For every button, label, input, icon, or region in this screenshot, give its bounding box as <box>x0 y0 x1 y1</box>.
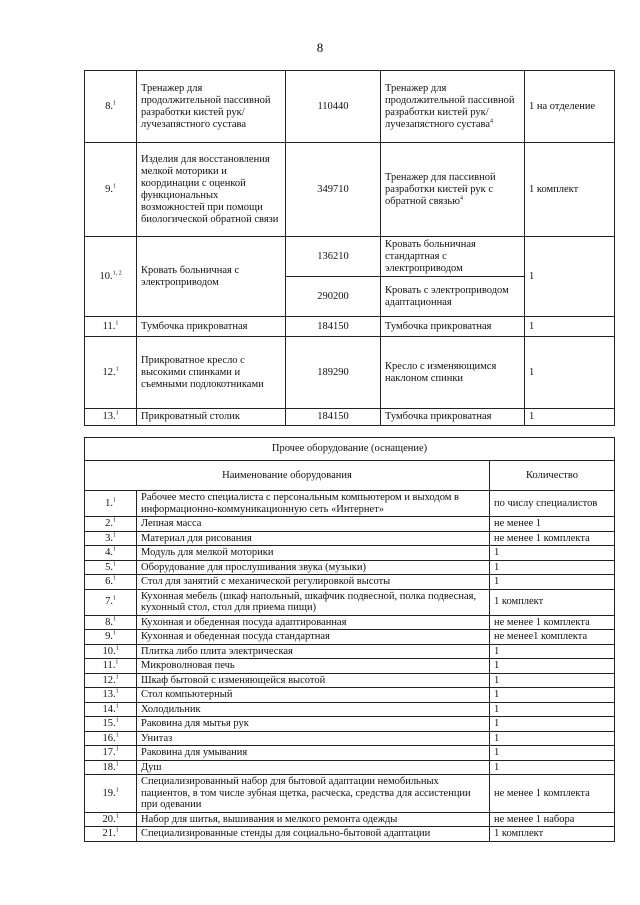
equipment-name: Стол для занятий с механической регулировкой высоты <box>137 575 490 590</box>
equipment-name: Оборудование для прослушивания звука (музыки) <box>137 560 490 575</box>
equipment-name: Кресло с изменяющимся наклоном спинки <box>381 337 525 409</box>
table-row <box>85 560 615 575</box>
equipment-name: Тумбочка прикроватная <box>381 409 525 426</box>
item-code: 136210 <box>286 237 381 277</box>
equipment-quantity: 1 <box>490 746 615 761</box>
equipment-name: Рабочее место специалиста с персональным компьютером и выходом в информационно-коммуникационную сеть «Интернет» <box>137 491 490 517</box>
equipment-quantity: 1 <box>490 717 615 732</box>
equipment-quantity: не менее 1 набора <box>490 812 615 827</box>
table-row <box>85 760 615 775</box>
row-number: 1.$^1$ <box>85 491 137 517</box>
table-title-row <box>85 438 615 461</box>
column-header-name: Наименование оборудования <box>85 460 490 491</box>
table-header-row <box>85 460 615 491</box>
row-number: 12.$^1$ <box>85 337 137 409</box>
equipment-name: Душ <box>137 760 490 775</box>
row-number: 18.$^1$ <box>85 760 137 775</box>
row-number: 4.$^1$ <box>85 546 137 561</box>
row-number: 5.$^1$ <box>85 560 137 575</box>
equipment-quantity: 1 <box>490 673 615 688</box>
table-row <box>85 827 615 842</box>
standard-item-name: Кровать больничная с электроприводом <box>137 237 286 317</box>
item-code: 110440 <box>286 71 381 143</box>
standard-item-name: Тренажер для продолжительной пассивной разработки кистей рук/лучезапястного сустава <box>137 71 286 143</box>
equipment-quantity: 1 <box>490 659 615 674</box>
table-row <box>85 775 615 813</box>
row-number: 12.$^1$ <box>85 673 137 688</box>
equipment-name: Набор для шитья, вышивания и мелкого ремонта одежды <box>137 812 490 827</box>
row-number: 8.$^1$ <box>85 615 137 630</box>
row-number: 2.$^1$ <box>85 517 137 532</box>
page-number: 8 <box>316 40 324 55</box>
table-row <box>85 702 615 717</box>
equipment-quantity: по числу специалистов <box>490 491 615 517</box>
equipment-name: Кровать больничная стандартная с электроприводом <box>381 237 525 277</box>
equipment-quantity: 1 <box>490 546 615 561</box>
row-number: 3.$^1$ <box>85 531 137 546</box>
item-code: 184150 <box>286 317 381 337</box>
equipment-quantity: 1 комплект <box>490 589 615 615</box>
equipment-table <box>84 70 615 426</box>
standard-item-name: Изделия для восстановления мелкой моторики и координации с оценкой функциональных возможностей при помощи биологической обратной связи <box>137 143 286 237</box>
equipment-name: Микроволновая печь <box>137 659 490 674</box>
row-number: 7.$^1$ <box>85 589 137 615</box>
table-row <box>85 659 615 674</box>
table-row <box>85 812 615 827</box>
row-number: 21.$^1$ <box>85 827 137 842</box>
table-row <box>85 531 615 546</box>
row-number: 13.$^1$ <box>85 688 137 703</box>
table-row <box>85 143 615 237</box>
row-number: 16.$^1$ <box>85 731 137 746</box>
equipment-quantity: не менее 1 комплекта <box>490 775 615 813</box>
item-code: 290200 <box>286 277 381 317</box>
row-number: 9.$^1$ <box>85 143 137 237</box>
item-code: 349710 <box>286 143 381 237</box>
standard-item-name: Тумбочка прикроватная <box>137 317 286 337</box>
equipment-name: Кухонная мебель (шкаф напольный, шкафчик подвесной, полка подвесная, кухонный стол, стол для приема пищи) <box>137 589 490 615</box>
row-number: 15.$^1$ <box>85 717 137 732</box>
row-number: 10.$^1$ <box>85 644 137 659</box>
row-number: 19.$^1$ <box>85 775 137 813</box>
row-number: 17.$^1$ <box>85 746 137 761</box>
equipment-quantity: 1 комплект <box>490 827 615 842</box>
equipment-name: Лепная масса <box>137 517 490 532</box>
equipment-name: Кухонная и обеденная посуда адаптированная <box>137 615 490 630</box>
table-row <box>85 688 615 703</box>
table-row <box>85 746 615 761</box>
table-row <box>85 644 615 659</box>
equipment-name: Тренажер для пассивной разработки кистей рук с обратной связью$^4$ <box>381 143 525 237</box>
equipment-name: Раковина для мытья рук <box>137 717 490 732</box>
table-row <box>85 517 615 532</box>
equipment-quantity: 1 на отделение <box>525 71 615 143</box>
equipment-quantity: 1 <box>490 731 615 746</box>
equipment-quantity: 1 <box>490 688 615 703</box>
equipment-name: Специализированные стенды для социально-бытовой адаптации <box>137 827 490 842</box>
table-row <box>85 717 615 732</box>
equipment-name: Кухонная и обеденная посуда стандартная <box>137 630 490 645</box>
item-code: 189290 <box>286 337 381 409</box>
table-row <box>85 237 615 277</box>
other-equipment-table <box>84 437 615 842</box>
equipment-name: Материал для рисования <box>137 531 490 546</box>
equipment-quantity: 1 <box>525 317 615 337</box>
equipment-quantity: 1 <box>525 409 615 426</box>
equipment-quantity: не менее 1 комплекта <box>490 531 615 546</box>
equipment-name: Модуль для мелкой моторики <box>137 546 490 561</box>
equipment-quantity: 1 <box>490 575 615 590</box>
equipment-name: Унитаз <box>137 731 490 746</box>
row-number: 9.$^1$ <box>85 630 137 645</box>
equipment-name: Кровать с электроприводом адаптационная <box>381 277 525 317</box>
equipment-name: Плитка либо плита электрическая <box>137 644 490 659</box>
table-row <box>85 546 615 561</box>
table-row <box>85 615 615 630</box>
row-number: 20.$^1$ <box>85 812 137 827</box>
row-number: 10.$^{1, 2}$ <box>85 237 137 317</box>
row-number: 11.$^1$ <box>85 317 137 337</box>
equipment-quantity: не менее 1 <box>490 517 615 532</box>
table-row <box>85 731 615 746</box>
equipment-name: Стол компьютерный <box>137 688 490 703</box>
equipment-name: Тумбочка прикроватная <box>381 317 525 337</box>
row-number: 11.$^1$ <box>85 659 137 674</box>
row-number: 6.$^1$ <box>85 575 137 590</box>
equipment-quantity: 1 <box>490 760 615 775</box>
equipment-quantity: 1 <box>490 560 615 575</box>
equipment-quantity: 1 <box>490 702 615 717</box>
equipment-quantity: 1 <box>525 237 615 317</box>
table-row <box>85 491 615 517</box>
table-row <box>85 337 615 409</box>
column-header-quantity: Количество <box>490 460 615 491</box>
table-row <box>85 575 615 590</box>
standard-item-name: Прикроватный столик <box>137 409 286 426</box>
table-row <box>85 589 615 615</box>
equipment-quantity: 1 <box>525 337 615 409</box>
table-row <box>85 317 615 337</box>
table-row <box>85 630 615 645</box>
table-title: Прочее оборудование (оснащение) <box>85 438 615 461</box>
row-number: 14.$^1$ <box>85 702 137 717</box>
table-row <box>85 673 615 688</box>
table-row <box>85 409 615 426</box>
row-number: 13.$^1$ <box>85 409 137 426</box>
equipment-quantity: 1 <box>490 644 615 659</box>
equipment-name: Специализированный набор для бытовой адаптации немобильных пациентов, в том числе зубная щетка, расческа, средства для ассистенции при одевании <box>137 775 490 813</box>
row-number: 8.$^1$ <box>85 71 137 143</box>
equipment-quantity: не менее1 комплекта <box>490 630 615 645</box>
equipment-name: Шкаф бытовой с изменяющейся высотой <box>137 673 490 688</box>
equipment-name: Холодильник <box>137 702 490 717</box>
equipment-name: Тренажер для продолжительной пассивной разработки кистей рук/лучезапястного сустава$^4$ <box>381 71 525 143</box>
equipment-quantity: не менее 1 комплекта <box>490 615 615 630</box>
item-code: 184150 <box>286 409 381 426</box>
standard-item-name: Прикроватное кресло с высокими спинками и съемными подлокотниками <box>137 337 286 409</box>
equipment-quantity: 1 комплект <box>525 143 615 237</box>
table-row <box>85 71 615 143</box>
equipment-name: Раковина для умывания <box>137 746 490 761</box>
